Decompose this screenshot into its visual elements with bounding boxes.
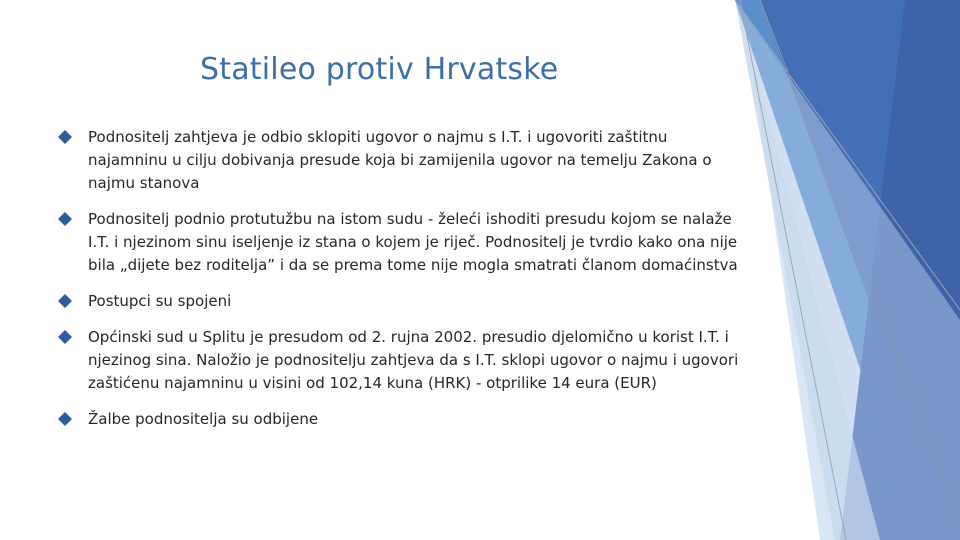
list-item: [58, 208, 748, 277]
diamond-bullet-icon: [58, 294, 72, 308]
bullet-text: Podnositelj zahtjeva je odbio sklopiti ugovor o najmu s I.T. i ugovoriti zaštitnu najamninu u cilju dobivanja presude koja bi zamijenila ugovor na temelju Zakona o najmu stanova: [88, 128, 712, 192]
list-item: [58, 326, 748, 395]
diamond-bullet-icon: [58, 412, 72, 426]
list-item: [58, 126, 748, 195]
bullet-text: Podnositelj podnio protutužbu na istom sudu - želeći ishoditi presudu kojom se nalaže I.T. i njezinom sinu iseljenje iz stana o kojem je riječ. Podnositelj je tvrdio kako ona nije bila „dijete bez roditelja” i da se prema tome nije mogla smatrati članom domaćinstva: [88, 210, 738, 274]
diamond-bullet-icon: [58, 330, 72, 344]
slide-title: Statileo protiv Hrvatske: [200, 52, 559, 87]
diamond-bullet-icon: [58, 212, 72, 226]
list-item: [58, 408, 748, 431]
bullet-text: Postupci su spojeni: [88, 292, 232, 310]
bullet-text: Općinski sud u Splitu je presudom od 2. rujna 2002. presudio djelomično u korist I.T. i njezinog sina. Naložio je podnositelju zahtjeva da s I.T. sklopi ugovor o najmu i ugovori zaštićenu najamninu u visini od 102,14 kuna (HRK) - otprilike 14 eura (EUR): [88, 328, 739, 392]
bullet-list: [58, 126, 748, 444]
list-item: [58, 290, 748, 313]
bullet-text: Žalbe podnositelja su odbijene: [88, 410, 319, 428]
diamond-bullet-icon: [58, 130, 72, 144]
